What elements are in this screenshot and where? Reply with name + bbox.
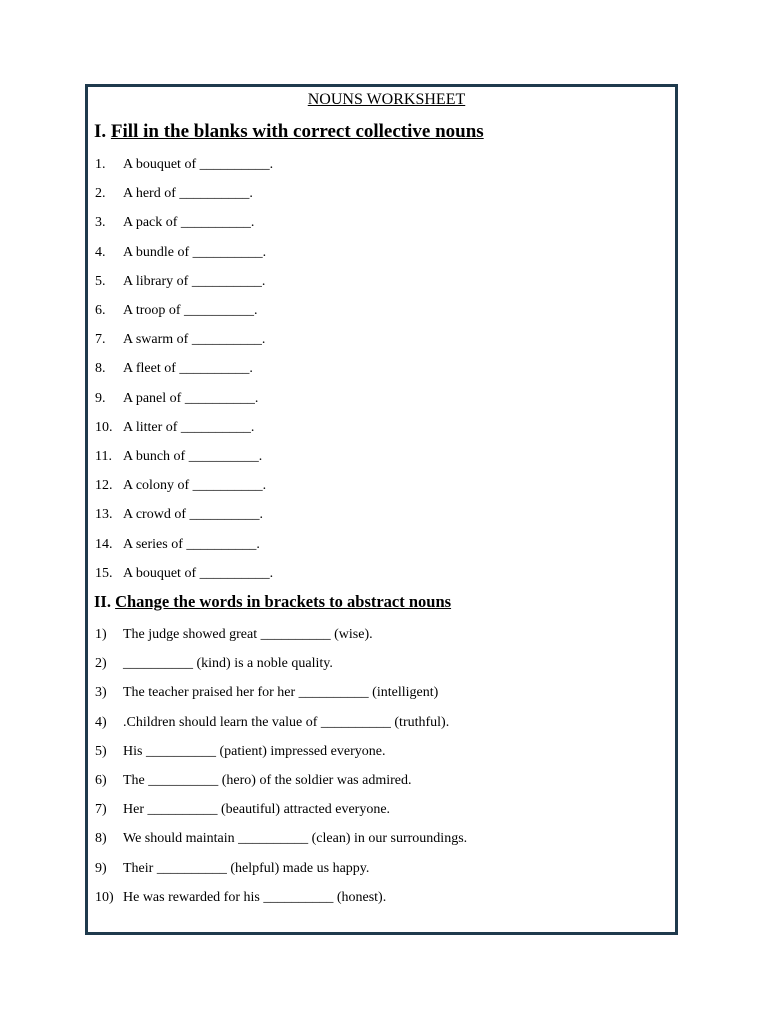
collective-noun-item-text: A series of __________.	[123, 536, 260, 552]
collective-noun-item-text: A pack of __________.	[123, 215, 255, 231]
collective-noun-item-number: 15.	[95, 565, 113, 581]
abstract-noun-item-number: 2)	[95, 656, 107, 672]
abstract-noun-item-text: His __________ (patient) impressed everyone.	[123, 743, 386, 759]
section-1-title: Fill in the blanks with correct collective nouns	[110, 121, 484, 142]
abstract-noun-item-number: 10)	[95, 889, 114, 905]
abstract-noun-item	[95, 859, 369, 879]
abstract-noun-item	[95, 888, 386, 908]
abstract-noun-item-number: 3)	[95, 685, 107, 701]
collective-noun-item	[95, 301, 258, 321]
collective-noun-item-number: 11.	[95, 449, 112, 464]
page-title: NOUNS WORKSHEET	[307, 91, 466, 108]
collective-noun-item	[95, 418, 254, 438]
abstract-noun-item-text: Her __________ (beautiful) attracted everyone.	[123, 802, 391, 818]
collective-noun-item	[95, 564, 273, 584]
abstract-noun-item-text: We should maintain __________ (clean) in our surroundings.	[123, 831, 468, 847]
abstract-noun-item	[95, 829, 467, 849]
abstract-noun-item-number: 7)	[95, 802, 107, 818]
abstract-noun-item-text: The __________ (hero) of the soldier was admired.	[123, 773, 412, 788]
collective-noun-item	[95, 155, 273, 175]
collective-noun-item-text: A herd of __________.	[123, 186, 253, 202]
abstract-noun-item-text: .Children should learn the value of __________ (truthful).	[123, 714, 450, 730]
abstract-noun-item-number: 6)	[95, 773, 107, 788]
collective-noun-item-number: 14.	[95, 536, 113, 552]
abstract-noun-item	[95, 800, 390, 820]
collective-noun-item-number: 12.	[95, 478, 113, 494]
collective-noun-item	[95, 243, 266, 263]
collective-noun-item	[95, 476, 266, 496]
collective-noun-item-number: 7.	[95, 332, 106, 348]
abstract-noun-item-number: 5)	[95, 743, 107, 759]
abstract-noun-item-number: 9)	[95, 860, 107, 876]
section-2-heading	[94, 592, 451, 612]
collective-noun-item-text: A bouquet of __________.	[123, 157, 274, 172]
collective-noun-item	[95, 535, 260, 555]
abstract-noun-item	[95, 771, 411, 791]
collective-noun-item-number: 3.	[95, 215, 106, 231]
abstract-noun-item-number: 1)	[95, 627, 107, 642]
section-2-numeral: II.	[94, 592, 111, 611]
section-2-title: Change the words in brackets to abstract nouns	[115, 592, 452, 611]
collective-noun-item-number: 2.	[95, 186, 106, 202]
collective-noun-item-number: 1.	[95, 157, 106, 172]
worksheet-border	[85, 84, 678, 935]
collective-noun-item-text: A litter of __________.	[123, 419, 255, 435]
abstract-noun-item-text: __________ (kind) is a noble quality.	[123, 656, 333, 672]
collective-noun-item-text: A fleet of __________.	[123, 361, 253, 377]
collective-noun-item	[95, 184, 253, 204]
section-1-heading	[94, 121, 484, 143]
collective-noun-item-text: A swarm of __________.	[123, 332, 266, 348]
collective-noun-item	[95, 447, 262, 467]
collective-noun-item-text: A troop of __________.	[123, 303, 258, 318]
collective-noun-item-text: A bundle of __________.	[123, 244, 267, 260]
collective-noun-item-number: 9.	[95, 390, 106, 406]
collective-noun-item-text: A library of __________.	[123, 273, 266, 289]
collective-noun-item-text: A panel of __________.	[123, 390, 259, 406]
abstract-noun-item	[95, 683, 438, 703]
collective-noun-item	[95, 330, 265, 350]
abstract-noun-item-text: Their __________ (helpful) made us happy.	[123, 860, 370, 876]
collective-noun-item	[95, 272, 265, 292]
collective-noun-item-text: A crowd of __________.	[123, 507, 263, 523]
collective-noun-item	[95, 359, 253, 379]
abstract-noun-item-number: 4)	[95, 714, 107, 730]
abstract-noun-item-number: 8)	[95, 831, 107, 847]
collective-noun-item-text: A colony of __________.	[123, 478, 267, 494]
collective-noun-item-number: 4.	[95, 244, 106, 260]
collective-noun-item-number: 6.	[95, 303, 106, 318]
collective-noun-item-text: A bunch of __________.	[123, 449, 263, 464]
collective-noun-item-number: 13.	[95, 507, 113, 523]
abstract-noun-item-text: The judge showed great __________ (wise).	[123, 627, 373, 642]
collective-noun-item-number: 5.	[95, 273, 106, 289]
abstract-noun-item	[95, 625, 373, 645]
section-1-numeral: I.	[94, 121, 107, 142]
collective-noun-item	[95, 213, 254, 233]
collective-noun-item-number: 10.	[95, 419, 113, 435]
collective-noun-item	[95, 505, 263, 525]
collective-noun-item-number: 8.	[95, 361, 106, 377]
collective-noun-item-text: A bouquet of __________.	[123, 565, 274, 581]
abstract-noun-item	[95, 742, 385, 762]
abstract-noun-item	[95, 713, 449, 733]
abstract-noun-item	[95, 654, 333, 674]
abstract-noun-item-text: He was rewarded for his __________ (honest).	[123, 889, 387, 905]
abstract-noun-item-text: The teacher praised her for her __________ (intelligent)	[123, 685, 439, 701]
collective-noun-item	[95, 389, 258, 409]
